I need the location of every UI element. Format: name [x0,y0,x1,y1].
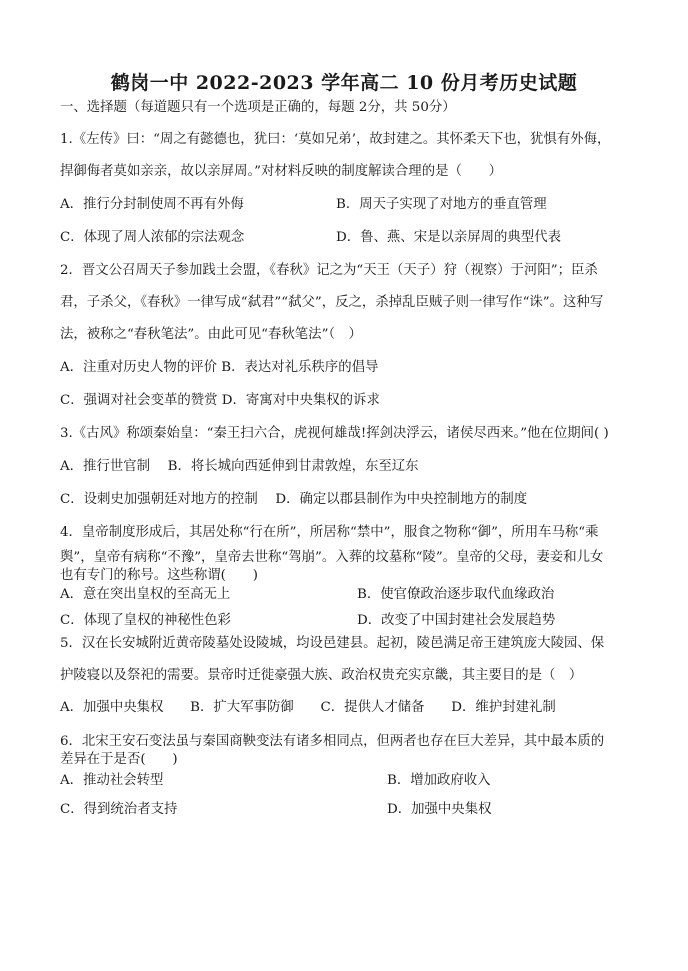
question-1-line-2: 捍御侮者莫如亲亲，故以亲屏周。”对材料反映的制度解读合理的是（ ） [60,164,503,179]
question-5-line-1: 5．汉在长安城附近黄帝陵墓处设陵城，均设邑建县。起初，陵邑满足帝王建筑庞大陵园、保 [60,636,605,651]
question-2-option-cd: C．强调对社会变革的赞赏 D．寄寓对中央集权的诉求 [60,393,380,408]
question-3-option-cd: C．设刺史加强朝廷对地方的控制 D．确定以郡县制作为中央控制地方的制度 [60,492,528,507]
question-3-option-ab: A．推行世官制 B．将长城向西延伸到甘肃敦煌，东至辽东 [60,459,419,474]
question-4-option-c: C．体现了皇权的神秘性色彩 [60,613,231,628]
exam-title: 鹤岗一中 2022-2023 学年高二 10 份月考历史试题 [110,72,578,94]
question-1-option-d: D．鲁、燕、宋是以亲屏周的典型代表 [336,230,561,245]
question-2-line-3: 法，被称之“春秋笔法”。由此可见“春秋笔法”（ ） [60,327,362,342]
question-2-line-2: 君，子杀父，《春秋》一律写成“弑君”“弑父”，反之，杀掉乱臣贼子则一律写作“诛”。这种写 [60,295,604,310]
question-5-line-2: 护陵寝以及祭祀的需要。景帝时迁徙豪强大族、政治权贵充实京畿，其主要目的是（ ） [60,668,583,683]
question-4-option-d: D．改变了中国封建社会发展趋势 [357,613,556,628]
question-1-line-1: 1.《左传》曰：“周之有懿德也，犹曰：‘莫如兄弟’，故封建之。其怀柔天下也，犹惧有外侮， [60,132,611,147]
question-6-option-a: A．推动社会转型 [60,773,164,788]
question-2-line-1: 2．晋文公召周天子参加践土会盟，《春秋》记之为“天王（天子）狩（视察）于河阳”；臣杀 [60,263,598,278]
question-6-option-b: B．增加政府收入 [387,773,491,788]
question-1-option-c: C．体现了周人浓郁的宗法观念 [60,230,245,245]
question-2-option-ab: A．注重对历史人物的评价 B．表达对礼乐秩序的倡导 [60,360,379,375]
question-4-line-2: 舆”，皇帝有病称“不豫”，皇帝去世称“驾崩”。入葬的坟墓称“陵”。皇帝的父母，妻妾和儿女 [60,550,604,565]
question-4-option-b: B．使官僚政治逐步取代血缘政治 [357,587,555,602]
question-5-options: A．加强中央集权 B．扩大军事防御 C．提供人才储备 D．维护封建礼制 [60,700,556,715]
section-heading: 一、选择题（每道题只有一个选项是正确的，每题 2分，共 50分） [60,100,456,115]
question-6-line-1: 6．北宋王安石变法虽与秦国商鞅变法有诸多相同点，但两者也存在巨大差异，其中最本质的 [60,734,605,749]
question-1-option-a: A．推行分封制使周不再有外侮 [60,197,244,212]
question-4-option-a: A．意在突出皇权的至高无上 [60,587,231,602]
question-4-line-1: 4．皇帝制度形成后，其居处称“行在所”，所居称“禁中”，服食之物称“御”，所用车马称“乘 [60,525,599,540]
question-3-line-1: 3.《古风》称颂秦始皇：“秦王扫六合，虎视何雄哉!挥剑决浮云，诸侯尽西来。”他在位期间( ) [60,426,609,441]
question-6-option-c: C．得到统治者支持 [60,802,178,817]
question-1-option-b: B．周天子实现了对地方的垂直管理 [336,197,547,212]
question-4-line-3: 也有专门的称号。这些称谓( ) [60,568,258,583]
question-6-line-2: 差异在于是否( ) [60,752,178,767]
question-6-option-d: D．加强中央集权 [387,802,492,817]
